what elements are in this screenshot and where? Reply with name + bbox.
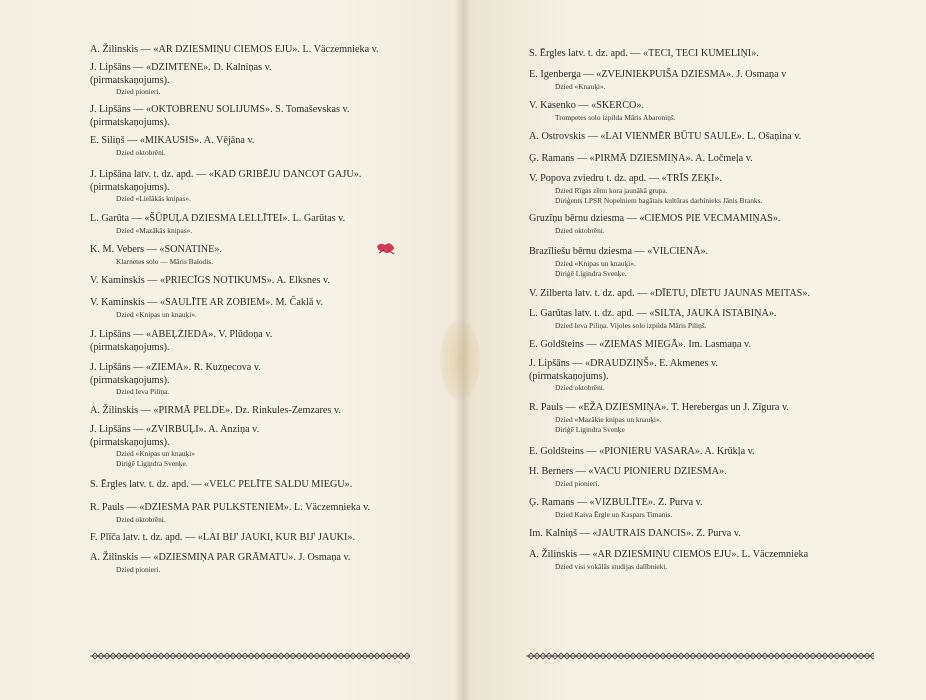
program-item	[90, 405, 450, 418]
program-item-performer: Dzied oktobrēni.	[116, 147, 166, 157]
program-item	[90, 552, 450, 575]
program-item-title: A. Žilinskis — «AR DZIESMIŅU CIEMOS EJU». L. Väczemnieka v.	[90, 44, 379, 55]
program-item	[529, 100, 874, 123]
program-item	[529, 497, 874, 520]
program-item	[529, 339, 874, 352]
program-item	[529, 48, 874, 61]
program-item	[529, 173, 874, 206]
program-item-title: J. Lipšāns — «DZIMTENE». D. Kalniņas v.	[90, 62, 272, 73]
program-item-performer: Dzied «Mazākās knipas».	[116, 225, 193, 235]
program-item-note: (pirmatskaņojums).	[90, 116, 170, 128]
program-item-performer: Diriģē Ligindra Svenķe.	[116, 459, 188, 468]
program-item-performer: Dzied Rīgas zēnu kora jaunākā grupa.	[555, 185, 668, 195]
program-item-performer: Dzied «Knipas un knauķi».	[116, 309, 197, 319]
program-item-title: V. Popova zviedru t. dz. apd. — «TRĪS ZEĶI».	[529, 173, 723, 184]
red-ink-mark	[375, 240, 397, 263]
program-item-performer: Trompetes solo izpilda Māris Abaroniņš.	[555, 112, 676, 122]
program-item-note: (pirmatskaņojums).	[90, 374, 170, 386]
program-item	[90, 275, 450, 288]
program-item	[90, 213, 450, 236]
program-item-title: Ģ. Ramans — «PIRMĀ DZIESMIŅA». A. Ločmeļa v.	[529, 153, 753, 164]
program-item	[90, 424, 450, 469]
program-item-title: V. Zilberta latv. t. dz. apd. — «DĪETU, DĪETU JAUNAS MEITAS».	[529, 288, 810, 299]
program-item-performer: Dzied pionieri.	[555, 478, 600, 488]
program-item-title: A. Žilinskis — «AR DZIESMIŅU CIEMOS EJU». L. Väczemnieka	[529, 549, 809, 560]
program-item-performer: Dzied oktobrēni.	[555, 383, 605, 392]
program-item	[529, 288, 874, 301]
program-item-performer: Dzied «Knipas un knauķi»	[116, 449, 196, 458]
program-item-title: V. Kaminskis — «PRIECĪGS NOTIKUMS». A. Elksnes v.	[90, 275, 330, 286]
program-item	[90, 362, 450, 397]
program-item	[90, 502, 450, 525]
program-item-title: V. Kaminskis — «SAULĪTE AR ZOBIEM». M. Čaklā v.	[90, 297, 323, 308]
program-item-performer: Dzied visi vokālās studijas dalībnieki.	[555, 561, 668, 571]
program-item	[529, 446, 874, 459]
program-item-note: (pirmatskaņojums).	[90, 341, 170, 353]
program-item	[90, 104, 450, 129]
program-item-title: J. Lipšāns — «ZIEMA». R. Kuzņecova v.	[90, 362, 261, 373]
program-item-title: V. Kasenko — «SKERCO».	[529, 100, 644, 111]
program-item	[90, 329, 450, 354]
left-decorative-border	[90, 652, 410, 660]
program-item-title: H. Berners — «VACU PIONIERU DZIESMA».	[529, 466, 727, 477]
program-item-performer: Dzied «Mazākie knipas un knauķi».	[555, 414, 662, 424]
program-item-note: (pirmatskaņojums).	[90, 436, 170, 448]
program-item-performer: Dzied «Knipas un knauķi».	[555, 258, 636, 268]
program-item-title: E. Goldšteins — «PIONIERU VASARA». A. Krūkļa v.	[529, 446, 755, 457]
program-item-title: L. Garūtas latv. t. dz. apd. — «SILTA, JAUKA ISTABIŅA».	[529, 308, 777, 319]
program-item-title: A. Žilinskis — «DZIESMIŅA PAR GRĀMATU». J. Osmaņa v.	[90, 552, 351, 563]
program-item-title: Gruzīņu bērnu dziesma — «CIEMOS PIE VECMAMIŅAS».	[529, 213, 781, 224]
program-item-note: (pirmatskaņojums).	[529, 370, 609, 382]
program-item	[529, 213, 874, 236]
program-item-title: R. Pauls — «DZIESMA PAR PULKSTENIEM». L. Väczemnieka v.	[90, 502, 371, 513]
program-item-performer: Dzied Kaiva Ērgle un Kaspars Timanis.	[555, 509, 673, 519]
program-item-title: J. Lipšāna latv. t. dz. apd. — «KAD GRIBĒJU DANCOT GAJU».	[90, 169, 362, 180]
program-item-performer: Dzied Ieva Piliņa.	[116, 387, 170, 396]
program-item	[90, 169, 450, 204]
program-item-performer: Diriģents LPSR Nopelniem bagātais kultūras darbinieks Jānis Branks.	[555, 195, 763, 205]
program-item-performer: Dzied pionieri.	[116, 87, 161, 96]
program-item-performer: Dzied pionieri.	[116, 564, 161, 574]
program-item-performer: Klarnetes solo — Māris Balodis.	[116, 256, 214, 266]
program-item	[529, 69, 874, 92]
program-item-title: Brazīliešu bērnu dziesma — «VILCIENĀ».	[529, 246, 709, 257]
program-item-title: E. Goldšteins — «ZIEMAS MIEGĀ». Im. Lasmaņa v.	[529, 339, 752, 350]
program-item-title: S. Ērgles latv. t. dz. apd. — «VELC PELĪTE SALDU MIEGU».	[90, 479, 353, 490]
program-item	[529, 528, 874, 541]
program-item-title: Im. Kalniņš — «JAUTRAIS DANCIS». Z. Purva v.	[529, 528, 741, 539]
program-item-title: A. Žilinskis — «PIRMĀ PELDE». Dz. Rinkules-Zemzares v.	[90, 405, 341, 416]
program-item-performer: Dzied «Lielākās knipas».	[116, 194, 191, 203]
program-item	[90, 44, 450, 57]
program-item	[529, 402, 874, 435]
program-item	[90, 62, 450, 97]
right-decorative-border	[526, 652, 874, 660]
program-item-performer: Dzied oktobrēni.	[555, 225, 605, 235]
left-border-pattern	[90, 652, 410, 660]
program-item	[529, 358, 874, 393]
program-item	[529, 549, 874, 572]
program-item-title: J. Lipšāns — «ABEĻZIEDA». V. Plūdoņa v.	[90, 329, 273, 340]
program-item	[529, 308, 874, 331]
program-item-title: J. Lipšāns — «DRAUDZIŅŠ». E. Akmenes v.	[529, 358, 718, 369]
program-item-note: (pirmatskaņojums).	[90, 181, 170, 193]
program-item	[529, 153, 874, 166]
program-item-title: K. M. Vebers — «SONATINE».	[90, 244, 222, 255]
program-item-title: E. Siliņš — «MIKAUSIS». A. Vējāna v.	[90, 135, 255, 146]
program-item-performer: Dzied «Knauķi».	[555, 81, 606, 91]
program-item	[90, 135, 450, 158]
program-item-performer: Dzied oktobrēni.	[116, 514, 166, 524]
program-item-title: A. Ostrovskis — «LAI VIENMĒR BŪTU SAULE». L. Ošaņina v.	[529, 131, 802, 142]
program-item-title: Ģ. Ramans — «VIZBULĪTE». Z. Purva v.	[529, 497, 703, 508]
program-item-title: J. Lipšāns — «ZVIRBUĻI». A. Anziņa v.	[90, 424, 260, 435]
program-item-performer: Dzied Ieva Piliņa. Vijoles solo izpilda Māris Piliņš.	[555, 320, 707, 330]
program-item	[529, 131, 874, 144]
program-item-performer: Diriģē Ligindra Svenķe	[555, 424, 625, 434]
right-border-pattern	[526, 652, 874, 660]
program-item-title: S. Ērgles latv. t. dz. apd. — «TECI, TECI KUMELIŅI».	[529, 48, 759, 59]
program-item	[90, 479, 450, 492]
program-item-title: F. Plīča latv. t. dz. apd. — «LAI BIJ' JAUKI, KUR BIJ' JAUKI».	[90, 532, 356, 543]
program-item	[90, 297, 450, 320]
program-item	[90, 532, 450, 545]
program-item-title: L. Garūta — «ŠŪPUĻA DZIESMA LELLĪTEI». L. Garūtas v.	[90, 213, 346, 224]
program-item	[529, 466, 874, 489]
program-item-title: R. Pauls — «EŽA DZIESMIŅA». T. Herebergas un J. Zīgura v.	[529, 402, 789, 413]
program-item	[529, 246, 874, 279]
program-item-note: (pirmatskaņojums).	[90, 74, 170, 86]
program-item-title: J. Lipšāns — «OKTOBRENU SOLIJUMS». S. Tomaševskas v.	[90, 104, 350, 115]
program-item-title: E. Igenberga — «ZVEJNIEKPUIŠA DZIESMA». J. Osmaņa v	[529, 69, 787, 80]
program-item-performer: Diriģē Ligindra Svenķe.	[555, 268, 627, 278]
